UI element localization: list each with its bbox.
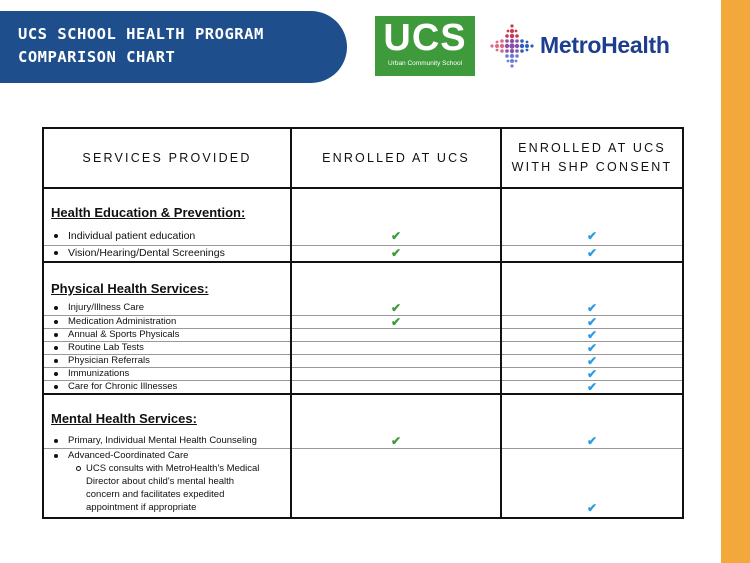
consent-check-icon: ✔ — [501, 228, 683, 245]
table-row: Physician Referrals ✔ — [43, 354, 683, 367]
table-row: Advanced-Coordinated Care UCS consults with MetroHealth's Medical Director about child's mental health concern and facilitates expedited appointment if appropriate ✔ — [43, 449, 683, 518]
table-row: Routine Lab Tests ✔ — [43, 341, 683, 354]
title-banner — [0, 11, 347, 83]
section-header-row — [43, 262, 683, 302]
enrolled-check-icon: ✔ — [291, 228, 501, 245]
metrohealth-logo-name: MetroHealth — [540, 32, 670, 58]
accent-side-bar — [721, 0, 750, 563]
enrolled-check-icon: ✔ — [291, 434, 501, 449]
ucs-logo-subtitle: Urban Community School — [387, 60, 463, 67]
enrolled-check-icon: ✔ — [291, 245, 501, 262]
header-consent: ENROLLED AT UCS WITH SHP CONSENT — [501, 128, 683, 188]
consent-check-icon: ✔ — [501, 328, 683, 341]
enrolled-check-icon: ✔ — [291, 315, 501, 328]
consent-check-icon: ✔ — [501, 341, 683, 354]
metrohealth-cross-icon — [488, 22, 536, 70]
consent-check-icon: ✔ — [501, 434, 683, 449]
table-row: Injury/Illness Care ✔ ✔ — [43, 302, 683, 315]
consent-check-icon: ✔ — [501, 354, 683, 367]
sub-bullet: UCS consults with MetroHealth's Medical Director about child's mental health concern and facilitates expedited appointment if appropriate — [44, 462, 290, 514]
section-title-mental-health: Mental Health Services: — [51, 410, 197, 426]
header-services: SERVICES PROVIDED — [43, 128, 291, 188]
page-title-line1: UCS SCHOOL HEALTH PROGRAM — [18, 25, 264, 43]
table-row: Medication Administration ✔ ✔ — [43, 315, 683, 328]
metrohealth-logo — [488, 22, 698, 70]
ucs-logo-name: UCS — [383, 17, 467, 59]
comparison-table — [42, 127, 684, 519]
table-row: Individual patient education ✔ ✔ — [43, 228, 683, 245]
ucs-logo — [375, 16, 475, 76]
section-title-physical-health: Physical Health Services: — [51, 281, 209, 296]
table-header-row — [43, 128, 683, 188]
consent-check-icon: ✔ — [501, 449, 683, 518]
consent-check-icon: ✔ — [501, 380, 683, 394]
enrolled-check-icon: ✔ — [291, 302, 501, 315]
table-row: Primary, Individual Mental Health Counseling ✔ ✔ — [43, 434, 683, 449]
section-header-row — [43, 394, 683, 434]
header-enrolled: ENROLLED AT UCS — [291, 128, 501, 188]
section-title-health-education: Health Education & Prevention: — [51, 205, 246, 220]
table-row: Care for Chronic Illnesses ✔ — [43, 380, 683, 394]
table-row: Vision/Hearing/Dental Screenings ✔ ✔ — [43, 245, 683, 262]
consent-check-icon: ✔ — [501, 245, 683, 262]
consent-check-icon: ✔ — [501, 315, 683, 328]
consent-check-icon: ✔ — [501, 302, 683, 315]
page-title-line2: COMPARISON CHART — [18, 48, 176, 66]
consent-check-icon: ✔ — [501, 367, 683, 380]
table-row: Annual & Sports Physicals ✔ — [43, 328, 683, 341]
section-header-row — [43, 188, 683, 228]
table-row: Immunizations ✔ — [43, 367, 683, 380]
